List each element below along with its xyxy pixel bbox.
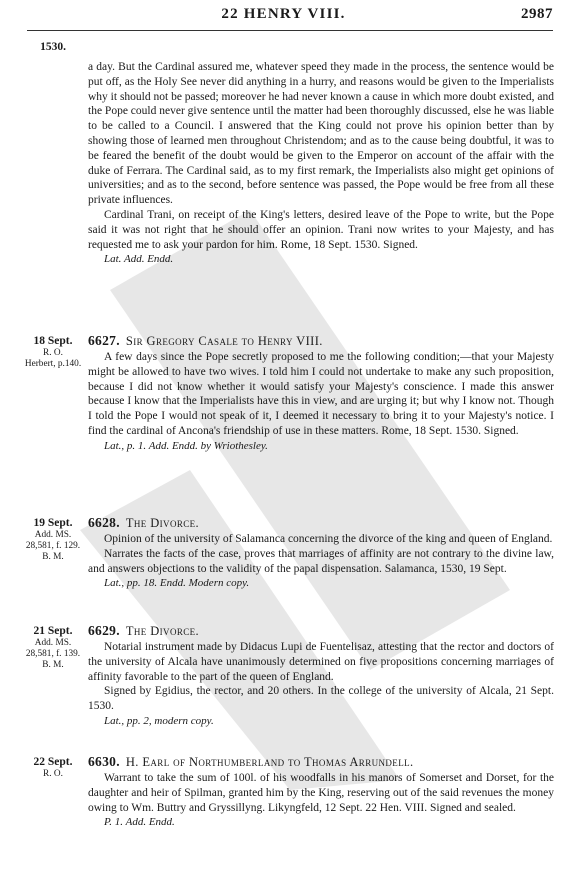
entry-title: The Divorce. — [125, 516, 200, 530]
paragraph: Opinion of the university of Salamanca concerning the divorce of the king and queen of England. — [104, 533, 553, 545]
source-note: Lat. Add. Endd. — [104, 253, 174, 266]
entry-number: 6629. — [88, 623, 120, 638]
paragraph: A few days since the Pope secretly proposed to me the following condition;—that your Majesty might be allowed to have two wives. I told him I could not undertake to make any such proposition, because I did not know whether it would satisfy your Majesty's conscience. I made this answer because I know that the Imperialists have this in view, and are urging it; but why I know not. Though I told the Pope I would not speak of it, I deemed it necessary to bring it to your Majesty's notice. I find the cardinal of Ancona's friendship of use in these matters. Rome, 18 Sept. 1530. Signed. — [88, 351, 554, 437]
entry-ref: Herbert, p.140. — [24, 359, 82, 369]
page-header — [0, 6, 567, 28]
paragraph: Signed by Egidius, the rector, and 20 others. In the college of the university of Alcala, 21 Sept. 1530. — [88, 685, 554, 713]
entry-heading — [88, 754, 554, 770]
entry-ref: B. M. — [42, 552, 64, 562]
continuation-text — [88, 60, 554, 266]
entry-6630 — [88, 754, 554, 829]
margin-year — [18, 42, 88, 53]
entry-title: The Divorce. — [125, 624, 200, 638]
margin-entry-6630 — [18, 756, 88, 780]
entry-ref: 28,581, f. 139. — [25, 649, 81, 659]
source-note: Lat., pp. 2, modern copy. — [104, 714, 214, 727]
entry-title: Sir Gregory Casale to Henry VIII. — [125, 334, 323, 348]
entry-date: 19 Sept. — [33, 517, 73, 529]
margin-entry-6628 — [18, 517, 88, 563]
entry-number: 6627. — [88, 333, 120, 348]
paragraph: a day. But the Cardinal assured me, whatever speed they made in the process, the sentence would be put off, as the Holy See never did anything in a hurry, and reasons would be given to the Imperialists why it should not be passed; moreover he had never known a cause in which more doubt existed, and the Pope could never give sentence until the matter had been thoroughly discussed, else he was liable to be called to a Council. I answered that the King could not prove his opinion better than by showing those of learned men throughout Christendom; and as to the cause being doubtful, it was to be feared the benefit of the doubt would be given to the Emperor on account of the affair with the duke of Ferrara. The Cardinal said, as to my first remark, the Imperialists also might get opinions of universities; and as to the second, before sentence was passed, the Pope would be free from all these private influences. — [88, 61, 554, 207]
entry-number: 6628. — [88, 515, 120, 530]
paragraph: Warrant to take the sum of 100l. of his woodfalls in his manors of Somerset and Dorset, for the daughter and heir of Spilman, granted him by the King, reserving out of the said revenues the money owing to Wm. Buttry and Gryssillyng. Likyngfeld, 12 Sept. 22 Hen. VIII. Signed and sealed. — [88, 772, 554, 814]
entry-heading — [88, 333, 554, 349]
entry-heading — [88, 515, 554, 531]
entry-title: H. Earl of Northumberland to Thomas Arrundell. — [125, 755, 414, 769]
paragraph: Narrates the facts of the case, proves that marriages of affinity are not contrary to the divine law, and answers objections to the validity of the papal dispensation. Salamanca, 1530, 19 Sept. — [88, 547, 554, 575]
paragraph: Cardinal Trani, on receipt of the King's letters, desired leave of the Pope to write, but the Pope said it was not right that he should offer an opinion. Trani now writes to your Majesty, and has requested me to ask your pardon for him. Rome, 18 Sept. 1530. Signed. — [88, 208, 554, 251]
margin-entry-6629 — [18, 625, 88, 671]
entry-date: 22 Sept. — [33, 756, 73, 768]
entry-6629 — [88, 623, 554, 728]
paragraph: Notarial instrument made by Didacus Lupi de Fuentelisaz, attesting that the rector and doctors of the university of Alcala have unanimously determined on five propositions concerning marriages of affinity favorable to the part of the queen of England. — [88, 641, 554, 683]
entry-date: 18 Sept. — [33, 335, 73, 347]
entry-ref: B. M. — [42, 660, 64, 670]
entry-ref: R. O. — [43, 348, 63, 358]
entry-number: 6630. — [88, 754, 120, 769]
source-note: Lat., p. 1. Add. Endd. by Wriothesley. — [104, 439, 268, 452]
entry-ref: Add. MS. — [34, 638, 72, 648]
entry-6628 — [88, 515, 554, 590]
entry-ref: 28,581, f. 129. — [25, 541, 81, 551]
running-title: 22 HENRY VIII. — [221, 6, 346, 22]
year-label: 1530. — [40, 41, 66, 53]
page-number: 2987 — [521, 6, 553, 22]
entry-ref: Add. MS. — [34, 530, 72, 540]
header-rule — [27, 30, 553, 31]
entry-6627 — [88, 333, 554, 453]
source-note: P. 1. Add. Endd. — [104, 816, 175, 829]
entry-date: 21 Sept. — [33, 625, 73, 637]
source-note: Lat., pp. 18. Endd. Modern copy. — [104, 577, 250, 590]
entry-ref: R. O. — [43, 769, 63, 779]
entry-heading — [88, 623, 554, 639]
margin-entry-6627 — [18, 335, 88, 370]
